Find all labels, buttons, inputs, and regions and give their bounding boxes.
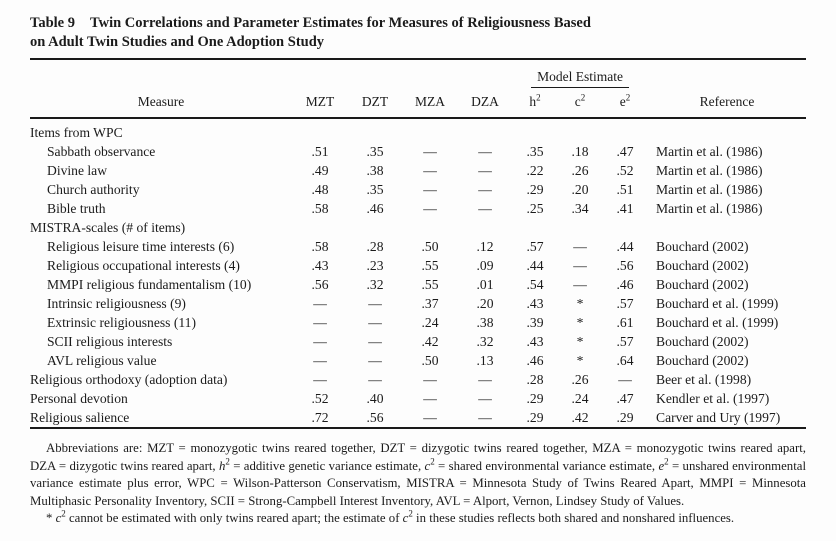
col-header-dzt: DZT [348,88,402,118]
measure-cell: MMPI religious fundamentalism (10) [47,277,252,292]
cell-dzt: .46 [366,201,384,216]
cell-dza: .13 [476,353,494,368]
cell-dzt: — [368,296,382,311]
variable-text: c [574,94,581,109]
cell-mza: .50 [421,239,439,254]
reference-cell: Bouchard (2002) [656,334,749,349]
cell-mzt: — [313,334,327,349]
cell-e2: .57 [616,296,634,311]
cell-dza [458,118,512,142]
variable-text: h [218,458,226,473]
cell-mzt: .72 [311,410,329,425]
cell-mza: — [423,201,437,216]
cell-h2 [512,218,558,237]
table-head [30,59,806,118]
table-body [30,118,806,428]
cell-mzt: — [313,353,327,368]
cell-mzt: — [313,372,327,387]
cell-mzt: .56 [311,277,329,292]
measure-cell: Sabbath observance [47,144,156,159]
table-row [30,237,806,256]
variable-text: c [424,458,431,473]
col-header-h2 [512,88,558,118]
col-header-c2 [558,88,602,118]
col-header-measure: Measure [30,88,292,118]
variable-text: c [402,511,409,526]
title-text-2: on Adult Twin Studies and One Adoption Study [30,34,325,50]
cell-dzt: .40 [366,391,384,406]
reference-cell [648,218,806,237]
text-segment: = unshared environmental variance estimate plus error, WPC = Wilson-Patterson Conservatism, MISTRA = Minnesota Study of Twins Reared Apart, MMPI = Minnesota Multiphasic Personality Inventory, SCII = Strong-Campbell Interest Inventory, AVL = Alport, Vernon, Lindsey Study of Values. [30,458,806,508]
cell-h2: .57 [526,239,544,254]
cell-h2: .29 [526,391,544,406]
cell-h2: .29 [526,182,544,197]
cell-mzt: .43 [311,258,329,273]
cell-c2: .24 [571,391,589,406]
reference-cell: Bouchard (2002) [656,258,749,273]
cell-dza: .32 [476,334,494,349]
cell-e2: .41 [616,201,634,216]
cell-h2: .43 [526,334,544,349]
cell-mza [402,118,458,142]
cell-dza: — [478,372,492,387]
text-segment: 2 [664,456,669,467]
cell-dzt [348,218,402,237]
text-segment: = additive genetic variance estimate, [229,458,425,473]
cell-mzt [292,218,348,237]
cell-c2: .26 [571,163,589,178]
reference-cell: Bouchard (2002) [656,277,749,292]
cell-mza: — [423,391,437,406]
cell-c2: * [576,315,584,330]
text-segment: 2 [408,509,413,520]
variable-text: e [658,458,665,473]
reference-cell: Beer et al. (1998) [656,372,752,387]
cell-dzt: .32 [366,277,384,292]
table-row [30,294,806,313]
group-header-spacer [30,59,512,88]
cell-mza [402,218,458,237]
cell-e2: .47 [616,391,634,406]
table-row [30,275,806,294]
text-segment: 2 [430,456,435,467]
table-number: Table 9 [30,15,75,31]
cell-dza: — [478,410,492,425]
cell-c2: — [573,239,587,254]
cell-mza: .42 [421,334,439,349]
cell-h2: .39 [526,315,544,330]
cell-h2: .22 [526,163,544,178]
model-estimate-header: Model Estimate [531,69,629,88]
cell-c2 [558,218,602,237]
text-segment: 2 [536,92,541,103]
table-row [30,256,806,275]
section-row [30,118,806,142]
cell-dza: .12 [476,239,494,254]
group-header-row [30,59,806,88]
table-row [30,332,806,351]
measure-cell: Bible truth [47,201,106,216]
cell-c2: * [576,334,584,349]
cell-h2 [512,118,558,142]
text-segment: 2 [225,456,230,467]
cell-h2: .29 [526,410,544,425]
cell-mzt: — [313,296,327,311]
text-segment: 2 [61,509,66,520]
col-header-reference: Reference [648,88,806,118]
cell-dza: — [478,144,492,159]
cell-e2: .56 [616,258,634,273]
reference-cell: Bouchard et al. (1999) [656,296,779,311]
cell-mza: — [423,372,437,387]
text-segment: cannot be estimated with only twins reared apart; the estimate of [65,511,403,526]
cell-dzt: .28 [366,239,384,254]
text-segment: = shared environmental variance estimate, [434,458,659,473]
measure-cell: Religious leisure time interests (6) [47,239,235,254]
cell-mzt: .52 [311,391,329,406]
measure-cell: SCII religious interests [47,334,173,349]
cell-c2: .34 [571,201,589,216]
cell-mzt: .48 [311,182,329,197]
cell-mza: .55 [421,258,439,273]
cell-dzt [348,118,402,142]
cell-dza: — [478,391,492,406]
cell-mza: — [423,144,437,159]
cell-mzt: .51 [311,144,329,159]
cell-e2: .57 [616,334,634,349]
cell-mzt: — [313,315,327,330]
footnote-abbreviations [30,440,806,510]
cell-c2: * [576,296,584,311]
cell-dza: .20 [476,296,494,311]
section-row [30,218,806,237]
cell-mzt: .58 [311,239,329,254]
cell-e2: .52 [616,163,634,178]
table-row [30,313,806,332]
cell-dza: — [478,201,492,216]
cell-c2 [558,118,602,142]
cell-mza: .50 [421,353,439,368]
footnotes [30,440,806,528]
col-header-mzt: MZT [292,88,348,118]
title-text-1: Twin Correlations and Parameter Estimates for Measures of Religiousness Based [90,15,591,31]
cell-e2: — [618,372,632,387]
cell-mza: — [423,182,437,197]
measure-cell: Divine law [47,163,108,178]
cell-c2: .26 [571,372,589,387]
reference-cell: Bouchard et al. (1999) [656,315,779,330]
cell-c2: * [576,353,584,368]
text-segment: 2 [580,92,586,103]
cell-e2 [602,118,648,142]
cell-dza: .38 [476,315,494,330]
cell-mza: .37 [421,296,439,311]
table-row [30,408,806,428]
cell-e2 [602,218,648,237]
cell-dza: .09 [476,258,494,273]
measure-cell: AVL religious value [47,353,157,368]
cell-mzt [292,118,348,142]
table-row [30,389,806,408]
text-segment: in these studies reflects both shared and nonshared influences. [412,511,735,526]
variable-text: h [529,94,537,109]
cell-h2: .28 [526,372,544,387]
table-row [30,370,806,389]
cell-c2: .42 [571,410,589,425]
cell-h2: .25 [526,201,544,216]
cell-dzt: — [368,372,382,387]
cell-dza: — [478,182,492,197]
cell-h2: .54 [526,277,544,292]
cell-dzt: — [368,334,382,349]
cell-mza: .24 [421,315,439,330]
section-label: Items from WPC [30,125,123,140]
group-header-spacer-right [648,59,806,88]
cell-h2: .46 [526,353,544,368]
cell-dza: — [478,163,492,178]
cell-c2: .18 [571,144,589,159]
measure-cell: Religious salience [30,410,130,425]
table-row [30,180,806,199]
cell-dzt: .23 [366,258,384,273]
reference-cell: Bouchard (2002) [656,239,749,254]
reference-cell [648,118,806,142]
cell-dza [458,218,512,237]
cell-h2: .43 [526,296,544,311]
cell-h2: .44 [526,258,544,273]
cell-mzt: .58 [311,201,329,216]
cell-dzt: — [368,353,382,368]
measure-cell: Church authority [47,182,140,197]
cell-mzt: .49 [311,163,329,178]
variable-text: e [619,94,626,109]
cell-e2: .44 [616,239,634,254]
cell-e2: .46 [616,277,634,292]
reference-cell: Carver and Ury (1997) [656,410,781,425]
measure-cell: Religious orthodoxy (adoption data) [30,372,228,387]
cell-dzt: .56 [366,410,384,425]
reference-cell: Martin et al. (1986) [656,163,763,178]
measure-cell: Extrinsic religiousness (11) [47,315,197,330]
footnote-asterisk [30,510,806,528]
column-header-row [30,88,806,118]
variable-text: c [55,511,62,526]
title-line-1 [30,14,806,33]
cell-e2: .51 [616,182,634,197]
group-header-cell [512,59,648,88]
text-segment: * [46,511,56,526]
reference-cell: Bouchard (2002) [656,353,749,368]
col-header-e2 [602,88,648,118]
reference-cell: Kendler et al. (1997) [656,391,770,406]
cell-dza: .01 [476,277,494,292]
cell-mza: .55 [421,277,439,292]
cell-mza: — [423,163,437,178]
data-table [30,58,806,429]
table-row [30,199,806,218]
cell-h2: .35 [526,144,544,159]
cell-dzt: — [368,315,382,330]
cell-c2: — [573,258,587,273]
reference-cell: Martin et al. (1986) [656,144,763,159]
measure-cell: Personal devotion [30,391,128,406]
text-segment: 2 [625,92,631,103]
cell-c2: — [573,277,587,292]
table-title [30,14,806,52]
table-row [30,161,806,180]
cell-e2: .29 [616,410,634,425]
cell-e2: .64 [616,353,634,368]
cell-e2: .47 [616,144,634,159]
reference-cell: Martin et al. (1986) [656,201,763,216]
measure-cell: Religious occupational interests (4) [47,258,240,273]
col-header-mza: MZA [402,88,458,118]
cell-dzt: .35 [366,182,384,197]
col-header-dza: DZA [458,88,512,118]
reference-cell: Martin et al. (1986) [656,182,763,197]
text-segment: Abbreviations are: MZT = monozygotic twins reared together, DZT = dizygotic twins reared together, MZA = monozygotic twins reared apart, DZA = dizygotic twins reared apart, [30,441,806,473]
cell-dzt: .38 [366,163,384,178]
measure-cell: Intrinsic religiousness (9) [47,296,186,311]
cell-e2: .61 [616,315,634,330]
cell-c2: .20 [571,182,589,197]
cell-mza: — [423,410,437,425]
cell-dzt: .35 [366,144,384,159]
table-row [30,351,806,370]
section-label: MISTRA-scales (# of items) [30,220,186,235]
table-row [30,142,806,161]
